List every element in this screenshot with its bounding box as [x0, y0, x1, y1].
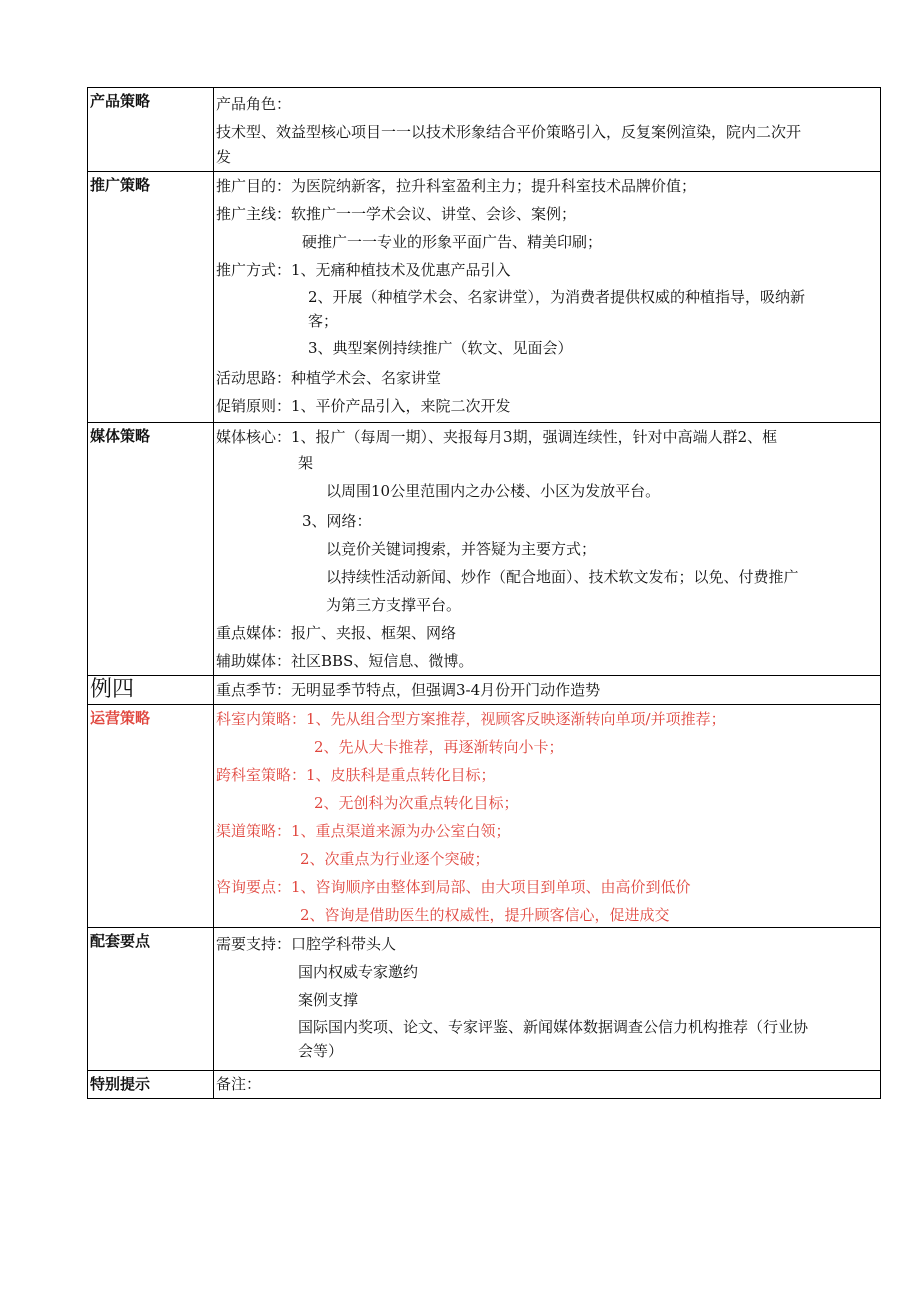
row-operation-strategy: [88, 705, 881, 928]
text-line: 重点媒体：报广、夹报、框架、网络: [216, 624, 457, 642]
text-line: 2、咨询是借助医生的权威性，提升顾客信心，促进成交: [300, 906, 670, 924]
content-cell: [214, 1071, 881, 1099]
row-special-notice: [88, 1071, 881, 1099]
row-media-strategy: [88, 423, 881, 676]
text-line: 案例支撑: [298, 991, 359, 1009]
text-line: 会等）: [298, 1042, 344, 1060]
text-line: 科室内策略：1、先从组合型方案推荐，视顾客反映逐渐转向单项/并项推荐；: [216, 710, 726, 728]
text-line: 2、无创科为次重点转化目标；: [314, 794, 519, 812]
text-line: 国内权威专家邀约: [298, 963, 419, 981]
text-line: 产品角色：: [216, 95, 292, 113]
row-support-points: [88, 928, 881, 1071]
text-line: 渠道策略：1、重点渠道来源为办公室白领；: [216, 822, 511, 840]
strategy-table: [87, 87, 881, 1099]
label-cell: [88, 676, 214, 705]
label-cell: [88, 172, 214, 423]
row-label: 媒体策略: [90, 427, 151, 445]
row-label: 配套要点: [90, 932, 151, 950]
label-cell: [88, 928, 214, 1071]
text-line: 促销原则：1、平价产品引入，来院二次开发: [216, 397, 511, 415]
text-line: 备注：: [216, 1075, 262, 1093]
text-line: 需要支持：口腔学科带头人: [216, 935, 397, 953]
text-line: 3、典型案例持续推广（软文、见面会）: [308, 339, 573, 357]
text-line: 推广目的：为医院纳新客，拉升科室盈利主力；提升科室技术品牌价值；: [216, 177, 697, 195]
text-line: 发: [216, 148, 232, 166]
row-label: 例四: [90, 677, 135, 702]
text-line: 咨询要点：1、咨询顺序由整体到局部、由大项目到单项、由高价到低价: [216, 878, 691, 896]
text-line: 客；: [308, 312, 339, 330]
row-key-season: [88, 676, 881, 705]
row-label: 运营策略: [90, 709, 151, 727]
text-line: 推广方式：1、无痛种植技术及优惠产品引入: [216, 261, 511, 279]
label-cell: [88, 1071, 214, 1099]
text-line: 国际国内奖项、论文、专家评鉴、新闻媒体数据调查公信力机构推荐（行业协: [298, 1018, 809, 1036]
content-cell: [214, 676, 881, 705]
row-label: 产品策略: [90, 92, 151, 110]
text-line: 重点季节：无明显季节特点，但强调3-4月份开门动作造势: [216, 681, 601, 699]
text-line: 以竞价关键词搜索，并答疑为主要方式；: [326, 540, 597, 558]
text-line: 以持续性活动新闻、炒作（配合地面）、技术软文发布；以免、付费推广: [326, 568, 799, 586]
text-line: 3、网络：: [302, 512, 372, 530]
content-cell: [214, 88, 881, 172]
text-line: 2、先从大卡推荐，再逐渐转向小卡；: [314, 738, 564, 756]
row-product-strategy: [88, 88, 881, 172]
text-line: 硬推广一一专业的形象平面广告、精美印刷；: [302, 233, 603, 251]
text-line: 跨科室策略：1、皮肤科是重点转化目标；: [216, 766, 496, 784]
row-promotion-strategy: [88, 172, 881, 423]
text-line: 为第三方支撑平台。: [326, 596, 462, 614]
text-line: 活动思路：种植学术会、名家讲堂: [216, 369, 442, 387]
label-cell: [88, 88, 214, 172]
content-cell: [214, 705, 881, 928]
content-cell: [214, 423, 881, 676]
content-cell: [214, 928, 881, 1071]
label-cell: [88, 423, 214, 676]
text-line: 2、开展（种植学术会、名家讲堂），为消费者提供权威的种植指导，吸纳新: [308, 288, 806, 306]
text-line: 辅助媒体：社区BBS、短信息、微博。: [216, 652, 474, 670]
row-label: 推广策略: [90, 176, 151, 194]
text-line: 2、次重点为行业逐个突破；: [300, 850, 490, 868]
row-label: 特别提示: [90, 1075, 151, 1093]
text-line: 以周围10公里范围内之办公楼、小区为发放平台。: [326, 482, 661, 500]
text-line: 推广主线：软推广一一学术会议、讲堂、会诊、案例；: [216, 205, 577, 223]
label-cell: [88, 705, 214, 928]
content-cell: [214, 172, 881, 423]
text-line: 媒体核心：1、报广（每周一期）、夹报每月3期，强调连续性，针对中高端人群2、框: [216, 428, 778, 446]
text-line: 架: [298, 454, 314, 472]
text-line: 技术型、效益型核心项目一一以技术形象结合平价策略引入，反复案例渲染，院内二次开: [216, 123, 802, 141]
